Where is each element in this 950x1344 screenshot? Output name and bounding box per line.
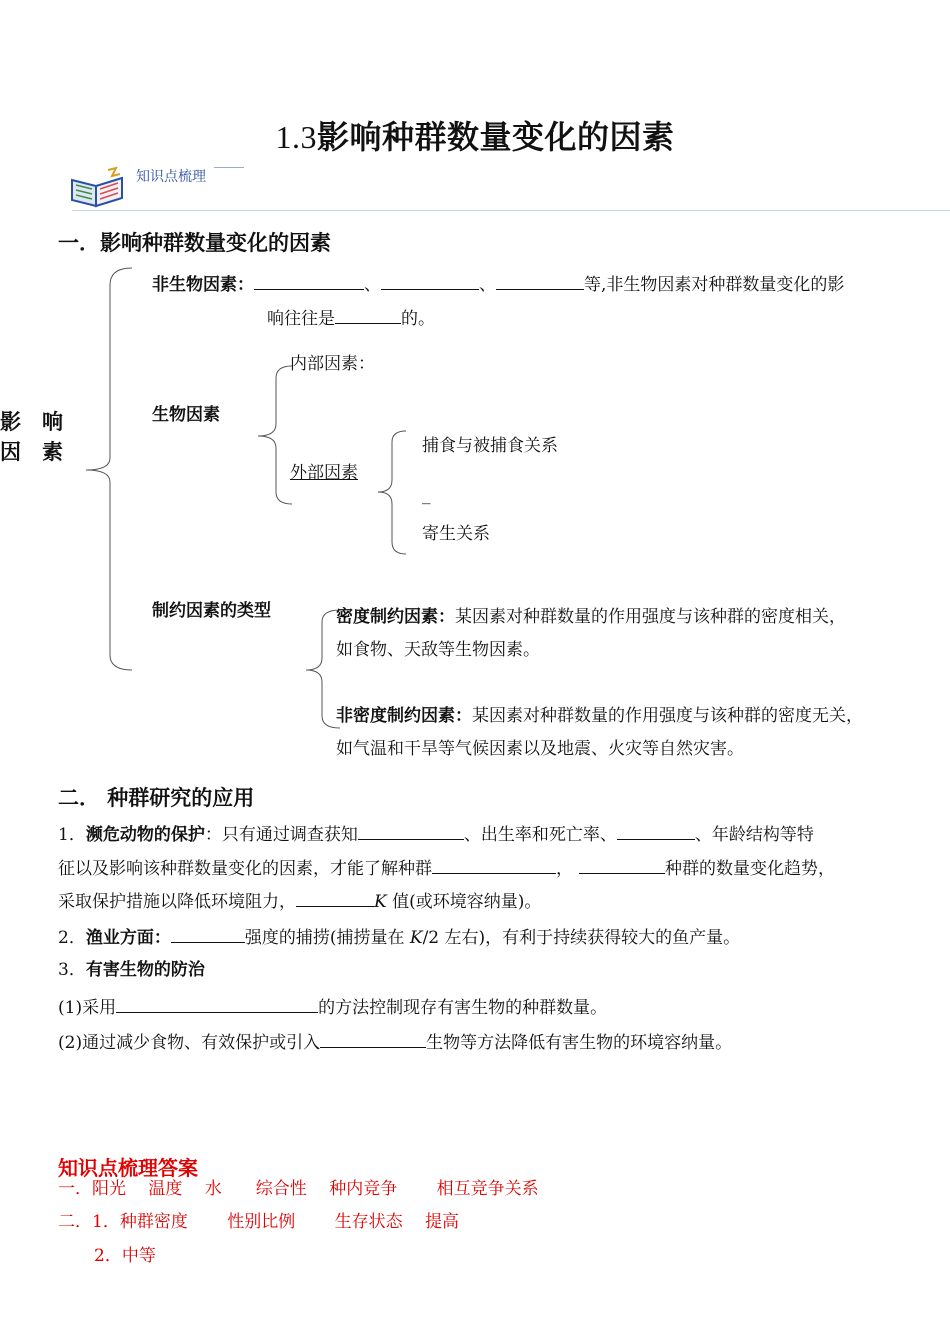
limit-type-label: 制约因素的类型 — [152, 601, 271, 621]
p2-blank[interactable] — [171, 925, 245, 943]
p1-line3-a: 采取保护措施以降低环境阻力， — [58, 892, 296, 912]
nondensity-line-2: 如气温和干旱等气候因素以及地震、火灾等自然灾害。 — [336, 739, 744, 759]
title-text: 影响种群数量变化的因素 — [316, 118, 675, 156]
density-text: 某因素对种群数量的作用强度与该种群的密度相关， — [455, 607, 846, 627]
sep: 、 — [479, 275, 496, 295]
density-label: 密度制约因素： — [336, 607, 455, 627]
p1-line3-b: 值(或环境容纳量)。 — [386, 892, 542, 912]
p2-b: /2 左右)，有利于持续获得较大的鱼产量。 — [422, 928, 741, 948]
abiotic-label: 非生物因素： — [152, 275, 254, 295]
p3-1a: (1)采用 — [58, 998, 117, 1018]
abiotic-line — [152, 272, 844, 295]
p3-label: 有害生物的防治 — [85, 960, 205, 980]
p1-blank-2[interactable] — [617, 822, 695, 840]
p2-num: 2． — [58, 928, 86, 948]
p3-blank-2[interactable] — [320, 1030, 426, 1048]
abiotic-tail: 等,非生物因素对种群数量变化的影 — [584, 275, 845, 295]
nondensity-text: 某因素对种群数量的作用强度与该种群的密度无关， — [472, 706, 863, 726]
p3-line — [58, 960, 205, 980]
p2-line — [58, 925, 740, 948]
p3-item-1 — [58, 995, 607, 1018]
answers-line-3: 2．中等 — [94, 1246, 156, 1266]
p2-a: 强度的捕捞(捕捞量在 — [244, 928, 410, 948]
density-line-2: 如食物、天敌等生物因素。 — [336, 640, 540, 660]
internal-factor: 内部因素： — [290, 354, 375, 374]
abiotic-blank-4[interactable] — [335, 306, 401, 324]
p1-line2-c: 种群的数量变化趋势， — [665, 859, 835, 879]
abiotic-line-2 — [267, 306, 435, 329]
p3-2b: 生物等方法降低有害生物的环境容纳量。 — [426, 1033, 733, 1053]
k-symbol: K — [374, 892, 387, 912]
p2-label: 渔业方面： — [85, 928, 171, 948]
p1-num: 1． — [58, 825, 86, 845]
section1-heading: 一．影响种群数量变化的因素 — [58, 230, 331, 255]
density-line — [336, 607, 846, 627]
p1-line-1 — [58, 822, 814, 845]
nondensity-line — [336, 706, 863, 726]
abiotic-line2-start: 响往往是 — [267, 309, 335, 329]
abiotic-blank-3[interactable] — [496, 272, 584, 290]
abiotic-line2-end: 的。 — [401, 309, 435, 329]
predation-relation: 捕食与被捕食关系 — [422, 436, 558, 456]
p1-blank-4[interactable] — [579, 856, 665, 874]
p3-blank-1[interactable] — [116, 995, 318, 1013]
blank-dash: _ — [422, 485, 431, 505]
p1-line2-b: ， — [556, 859, 573, 879]
k-symbol: K — [409, 928, 423, 948]
p1-line-3 — [58, 889, 541, 912]
section2-heading: 二． 种群研究的应用 — [58, 785, 255, 810]
p1-line-2 — [58, 856, 835, 879]
parasitism-relation: 寄生关系 — [422, 524, 490, 544]
p1-b: 、出生率和死亡率、 — [463, 825, 617, 845]
p3-num: 3． — [58, 960, 86, 980]
answers-line-1: 一．阳光 温度 水 综合性 种内竞争 相互竞争关系 — [58, 1179, 539, 1199]
answers-heading: 知识点梳理答案 — [58, 1156, 198, 1180]
p1-a: ：只有通过调查获知 — [204, 825, 358, 845]
p3-2a: (2)通过减少食物、有效保护或引入 — [58, 1033, 321, 1053]
p3-item-2 — [58, 1030, 732, 1053]
p1-line2-a: 征以及影响该种群数量变化的因素，才能了解种群 — [58, 859, 432, 879]
side-label-line1: 影 响 — [0, 409, 63, 434]
abiotic-blank-2[interactable] — [381, 272, 479, 290]
p1-blank-5[interactable] — [296, 889, 374, 907]
biotic-label: 生物因素 — [152, 405, 220, 425]
section-badge-label: 知识点梳理 — [136, 169, 206, 185]
title-number: 1.3 — [275, 119, 317, 155]
p3-1b: 的方法控制现存有害生物的种群数量。 — [318, 998, 608, 1018]
p1-blank-1[interactable] — [358, 822, 464, 840]
nondensity-label: 非密度制约因素： — [336, 706, 472, 726]
p1-label: 濒危动物的保护 — [85, 825, 205, 845]
external-factor: 外部因素 — [290, 463, 358, 483]
p1-blank-3[interactable] — [432, 856, 556, 874]
p1-c: 、年龄结构等特 — [694, 825, 814, 845]
answers-line-2: 二．1．种群密度 性别比例 生存状态 提高 — [58, 1212, 460, 1232]
sep: 、 — [364, 275, 381, 295]
abiotic-blank-1[interactable] — [254, 272, 364, 290]
side-label-line2: 因 素 — [0, 439, 63, 464]
